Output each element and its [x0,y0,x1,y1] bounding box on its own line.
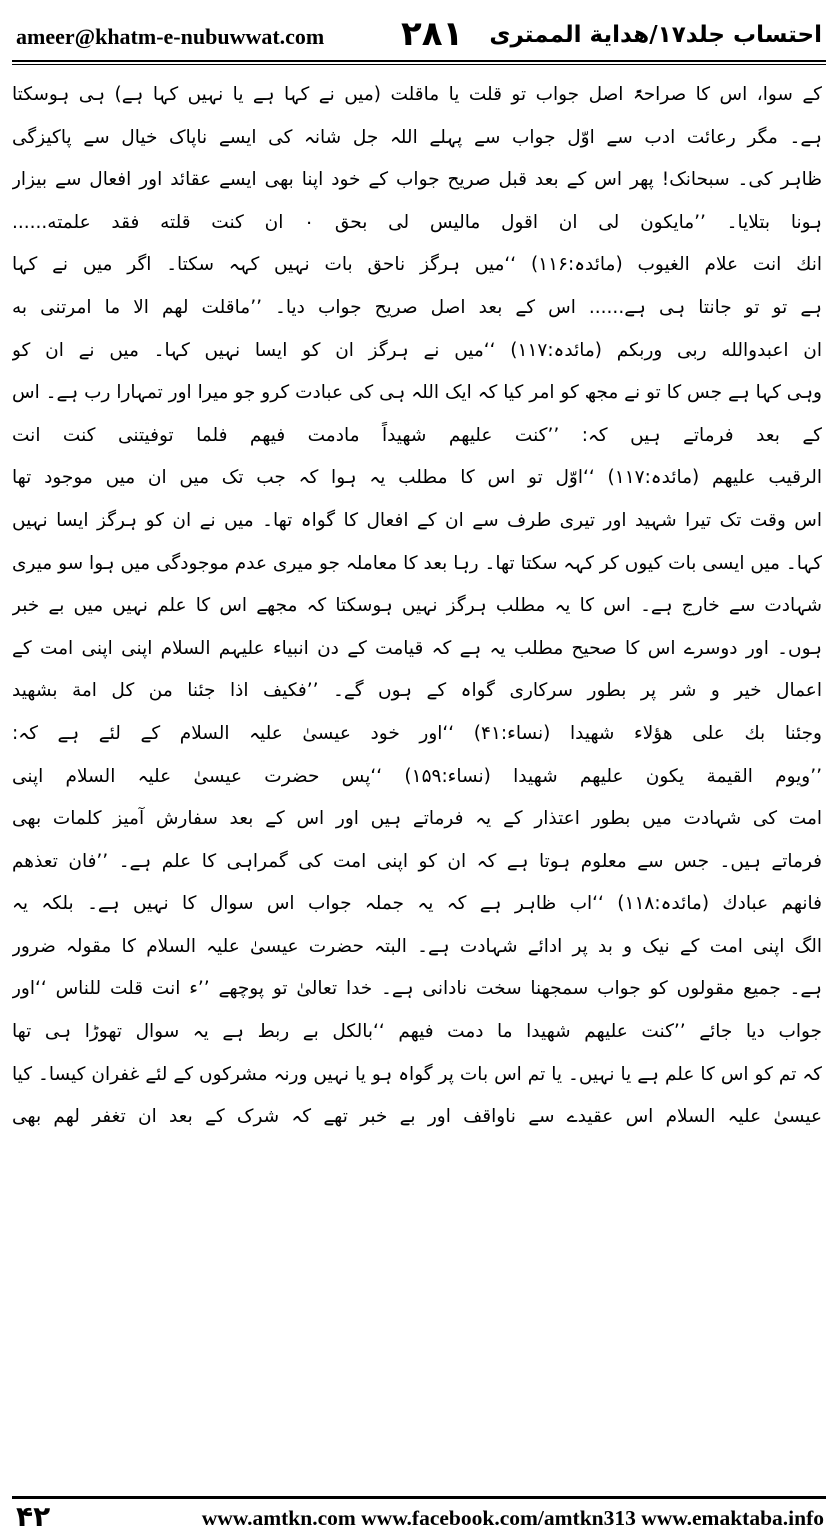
text-line: اعمال خیر و شر پر بطور سرکاری گواہ کے ہوں گے۔ ’’فكيف اذا جئنا من كل امة بشهيد [12,680,822,702]
header-rule [12,60,826,62]
page-header [16,10,822,60]
header-title: احتساب جلد۱۷/هداية الممترى [489,22,822,48]
footer-links: www.amtkn.com www.facebook.com/amtkn313 www.emaktaba.info [201,1506,824,1530]
text-line: کہا۔ میں ایسی بات کیوں کر کہہ سکتا تھا۔ رہا بعد کا معاملہ جو میری عدم موجودگی میں ہوا سو میری [12,552,822,574]
footer-page-number: ۴۲ [16,1500,51,1533]
text-line: جواب دیا جائے ’’کنت عليهم شهيدا ما دمت فيهم ‘‘بالکل بے ربط ہے یہ سوال تھوڑا ہی تھا [12,1021,822,1043]
text-line: وجئنا بك على هؤلاء شهيدا (نساء:۴۱) ‘‘اور خود عیسیٰ علیہ السلام کے لئے ہے کہ: [12,722,822,744]
text-line: کے بعد فرماتے ہیں کہ: ’’کنت عليهم شهيداً مادمت فيهم فلما توفيتنى كنت انت [12,424,822,446]
text-line: انك انت علام الغيوب (مائدہ:۱۱۶) ‘‘میں ہرگز ناحق بات نہیں کہہ سکتا۔ اگر میں نے کہا [12,254,822,276]
text-line: ہے۔ جمیع مقولوں کو جواب سمجھنا سخت نادانی ہے۔ خدا تعالیٰ تو پوچھے ’’ء انت قلت للناس ‘‘اور [12,978,822,1000]
text-line: امت کی شہادت میں بطور اعتذار کے یہ فرماتے ہیں اور اس کے بعد سفارش آمیز کلمات بھی [12,808,822,830]
text-line: اس وقت تک تیرا شہید اور تیری طرف سے ان کے افعال کا گواہ تھا۔ میں نے ان کو ہرگز ایسا نہیں [12,509,822,531]
header-email: ameer@khatm-e-nubuwwat.com [16,24,325,49]
text-line: کہ تم کو اس کا علم ہے یا نہیں۔ یا تم اس بات پر گواہ ہو یا نہیں ورنہ مشرکوں کے لئے غفران کیسا۔ کیا [12,1063,822,1085]
text-line: کے سوا، اس کا صراحۃً اصل جواب تو قلت یا ماقلت (میں نے کہا ہے یا نہیں کہا ہے) ہی ہوسکتا [12,84,822,105]
text-line: ہے۔ مگر رعائت ادب سے اوّل جواب سے پہلے اللہ جل شانہ کی ایسے ناپاک خیال سے پاکیزگی [12,126,822,148]
text-line: الگ اپنی امت کے نیک و بد پر ادائے شہادت ہے۔ البتہ حضرت عیسیٰ علیہ السلام کا مقولہ ضرور [12,935,822,957]
text-line: ظاہر کی۔ سبحانک! پھر اس کے بعد قبل صریح جواب کے خود اپنا بھی ایسے عقائد اور افعال سے بیزار [12,169,822,191]
text-line: شہادت سے خارج ہے۔ اس کا یہ مطلب ہرگز نہیں ہوسکتا کہ مجھے اس کا علم نہیں میں بے خبر [12,595,822,617]
page-body [12,74,822,1139]
text-line: ہوں۔ اور دوسرے اس کا صحیح مطلب یہ ہے کہ قیامت کے دن انبیاء علیہم السلام اپنی اپنی امت کے [12,637,822,659]
header-rule-thin [12,64,826,65]
text-line: فانهم عبادك (مائدہ:۱۱۸) ‘‘اب ظاہر ہے کہ یہ جملہ جواب اس سوال کا نہیں ہے۔ بلکہ یہ [12,893,822,915]
text-line: فرماتے ہیں۔ جس سے معلوم ہوتا ہے کہ ان کو اپنی امت کی گمراہی کا علم ہے۔ ’’فان تعذهم [12,850,822,872]
header-page-number: ۲۸۱ [401,14,464,54]
text-line: وہی کہا ہے جس کا تو نے مجھ کو امر کیا کہ ایک اللہ ہی کی عبادت کرو جو میرا اور تمہارا رب ہے۔ اس [12,382,822,404]
text-line: ان اعبدوالله ربى وربكم (مائدہ:۱۱۷) ‘‘میں نے ہرگز ان کو ایسا نہیں کہا۔ میں نے ان کو [12,339,822,361]
text-line: ’’ويوم القيمة يكون عليهم شهيدا (نساء:۱۵۹) ‘‘پس حضرت عیسیٰ علیہ السلام اپنی [12,765,822,787]
text-line: عیسیٰ علیہ السلام اس عقیدے سے ناواقف اور بے خبر تھے کہ شرک کے بعد ان تغفر لهم بھی [12,1106,822,1128]
text-line: ہے تو تو جانتا ہی ہے...... اس کے بعد اصل صریح جواب دیا۔ ’’ماقلت لهم الا ما امرتنى به [12,296,822,318]
footer-rule [12,1496,826,1499]
text-line: ہونا بتلایا۔ ’’مایکون لی ان اقول مالیس لی بحق ۰ ان کنت قلته فقد علمته...... [12,211,822,233]
text-line: الرقيب عليهم (مائدہ:۱۱۷) ‘‘اوّل تو اس کا مطلب یہ ہوا کہ جب تک میں ان میں موجود تھا [12,467,822,489]
